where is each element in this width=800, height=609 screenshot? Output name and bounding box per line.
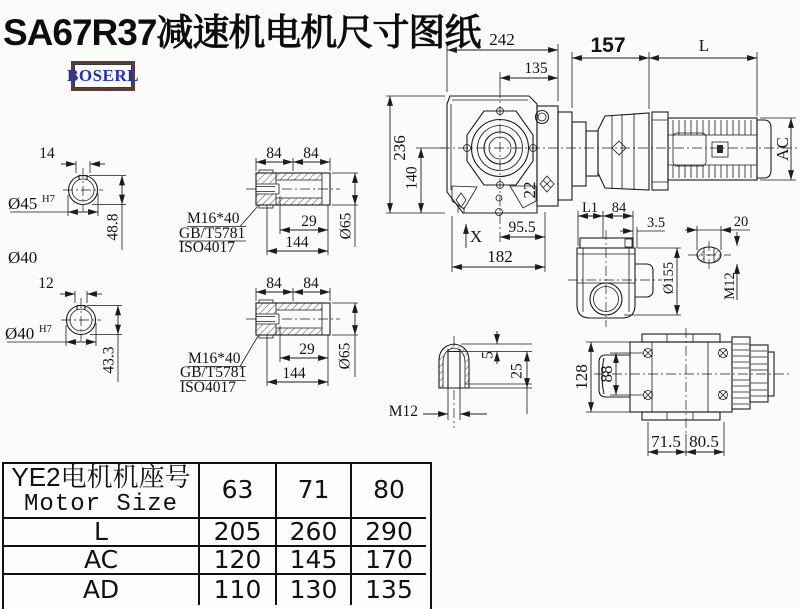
dim-rear-height: 128	[571, 364, 591, 390]
label-iso-standard-2: ISO4017	[180, 379, 236, 396]
dim-bushing2-half-b: 84	[303, 275, 319, 292]
gear-unit-side-view	[568, 200, 750, 327]
dim-bushing-144: 144	[285, 234, 309, 251]
dim-depth-a: 48.8	[104, 213, 122, 241]
dim-key-tap-M12: M12	[388, 403, 418, 420]
row-AD-label: AD	[4, 575, 200, 605]
bushing-top-view	[179, 145, 358, 256]
row-L-v1: 260	[277, 519, 352, 547]
dim-bushing-29: 29	[301, 213, 317, 230]
row-L-label: L	[4, 519, 200, 547]
dim-key-width-a: 14	[39, 145, 55, 162]
row-L-v0: 205	[200, 519, 277, 547]
dim-key-width-b: 12	[38, 275, 54, 292]
col-71: 71	[277, 464, 352, 519]
dim-hub-84: 84	[611, 200, 627, 216]
dim-foot-right: 80.5	[689, 432, 719, 451]
label-gb-standard: GB/T5781	[179, 225, 246, 242]
dim-bushing2-od: Ø65	[336, 342, 354, 370]
row-AC-v0: 120	[200, 547, 277, 575]
dim-adapter-157: 157	[590, 34, 626, 57]
dim-bushing-half-a: 84	[266, 145, 282, 162]
label-iso-standard: ISO4017	[179, 239, 235, 256]
dim-bushing-od: Ø65	[337, 212, 355, 240]
hollow-shaft-top-view	[8, 145, 126, 267]
motor-size-table	[2, 462, 432, 609]
dim-bore-b: Ø40	[5, 324, 35, 343]
dim-base: 182	[487, 247, 513, 266]
dim-rear-bolts: 88	[596, 365, 616, 383]
datum-x: X	[469, 227, 483, 246]
gearmotor-front-view	[386, 30, 798, 272]
col-63: 63	[200, 464, 277, 519]
dim-overall-height: 236	[389, 135, 409, 161]
table-header-cn: YE2电机机座号	[11, 462, 191, 493]
dim-bore-b-fit: H7	[39, 324, 52, 335]
col-80: 80	[352, 464, 426, 519]
dim-foot-left: 71.5	[651, 432, 681, 451]
label-gb-standard-2: GB/T5781	[180, 364, 247, 381]
dim-bushing-half-b: 84	[303, 145, 319, 162]
hollow-shaft-bottom-view	[5, 275, 122, 382]
row-AD-v1: 130	[277, 575, 352, 605]
dim-overall-width: 242	[489, 30, 515, 49]
dim-bushing2-144: 144	[282, 365, 306, 382]
dim-to-center: 135	[524, 60, 548, 77]
dim-motor-dia-AC: AC	[772, 137, 792, 161]
dim-bolt-22: 22	[519, 181, 539, 199]
gearmotor-rear-view	[572, 328, 790, 456]
dim-hub-L1: L1	[581, 200, 599, 216]
dim-pad-tap-M12: M12	[722, 272, 739, 300]
dim-motor-length-L: L	[698, 36, 710, 55]
dim-flange-dia: Ø155	[661, 261, 678, 295]
dim-depth-b: 43.3	[100, 346, 118, 374]
row-AC-v2: 170	[352, 547, 426, 575]
dim-od-a: Ø40	[8, 248, 38, 267]
dim-key-5: 5	[479, 351, 497, 359]
row-AD-v2: 135	[365, 574, 413, 604]
brand-logo-text: BOSERL	[67, 66, 139, 85]
dim-bushing2-29: 29	[299, 341, 315, 358]
shaft-key-detail-view	[389, 331, 532, 428]
dim-key-25: 25	[508, 363, 526, 379]
row-AC-label: AC	[4, 547, 200, 575]
dim-bushing2-half-a: 84	[266, 275, 282, 292]
row-L-v2: 290	[352, 519, 426, 547]
table-header-en: Motor Size	[23, 490, 179, 518]
dim-center-to-base: 140	[403, 166, 421, 190]
row-AC-v1: 145	[277, 547, 352, 575]
bushing-bottom-view	[180, 275, 358, 396]
dim-bore-a-fit: H7	[42, 194, 55, 205]
dim-pad-20: 20	[733, 214, 749, 230]
label-thread-spec-2: M16*40	[188, 350, 241, 367]
label-thread-spec: M16*40	[187, 210, 240, 227]
dim-offset-3-5: 3.5	[646, 215, 666, 231]
dim-bore-a: Ø45	[8, 194, 38, 213]
dim-foot: 95.5	[508, 219, 536, 236]
row-AD-v0: 110	[200, 575, 277, 605]
page-title: SA67R37减速机电机尺寸图纸	[3, 12, 481, 53]
table-header-cell	[4, 464, 200, 519]
